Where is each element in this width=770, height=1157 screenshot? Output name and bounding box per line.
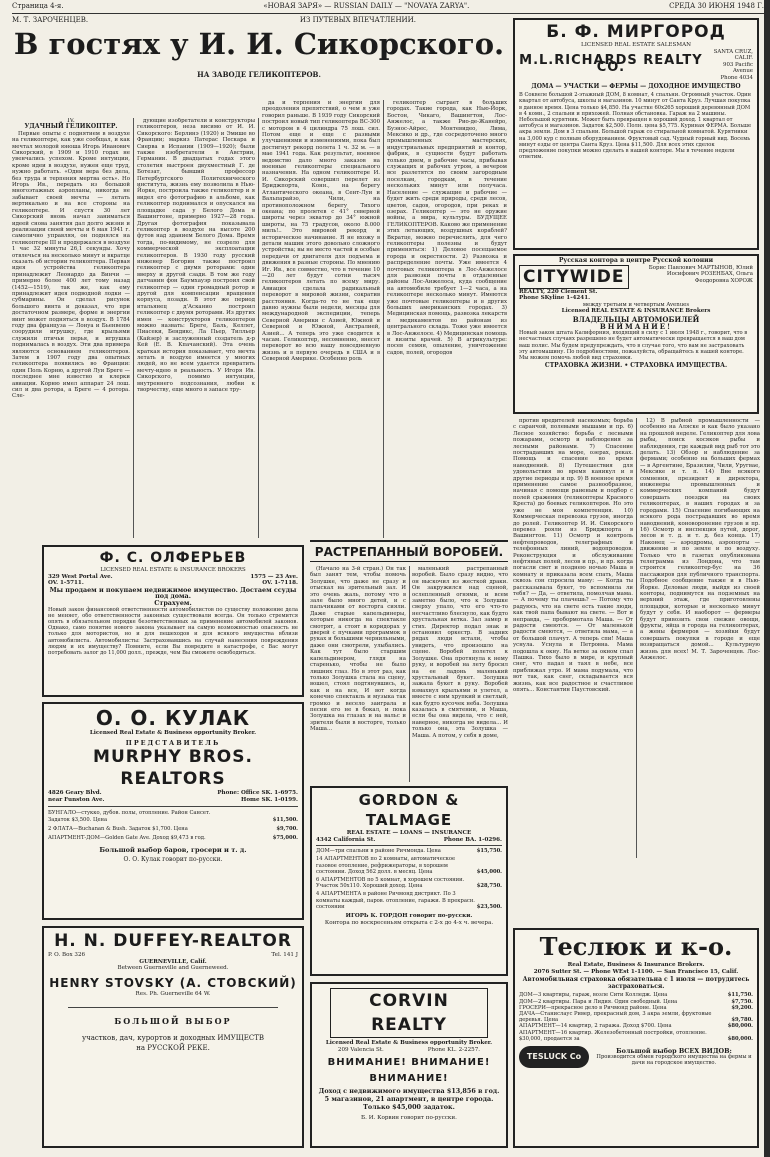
- listing-text: 6 АПАРТМЕНТОВ по 5 комнат, в хорошем состоянии. Участок 50x110. Хороший доход. Цена: [316, 877, 465, 890]
- issue-date: СРЕДА 30 ИЮНЯ 1948 Г.: [669, 2, 764, 10]
- ad-res: Res. Ph. Guerneville 64 W.: [135, 990, 211, 997]
- ad-license: Licensed Real Estate & Business opportunity Broker.: [89, 730, 257, 736]
- ad-license: LICENSED REAL ESTATE SALESMAN: [580, 42, 692, 48]
- listing-row: [316, 848, 502, 854]
- story-column-a: [310, 566, 406, 782]
- story-text: (Начало на 3-й стран.) Он так был занят тем, чтобы помочь Золушке, что даже не сразу и отыскал на зрительный зал. И это очень жаль, потому что в зале было много детей, и с пальчиками от восторга сияли. Даже старые капельдинеры, которые никогда на спектакле смотрят, а стоят в коридорах у дверей с пучками программок в руках и большими чернильными, даже они смотрели, улыбались. Как тут было старшим капельдинером, глядя на старенько, чтобы не было лишних глаз. Но в этот раз, как только Золушка стала на сцену, вошел, стоял подтянувшись, и, как и на все, И вот когда конечно спектакль и музыка так громко и весело заиграла и песни его не в бокал, и пока Золушка на глазах и на вальс и зрители были в восторге, только Маша...: [310, 566, 406, 733]
- ad-agent: HENRY STOVSKY (А. СТОВСКИЙ): [49, 975, 297, 990]
- ad-brand: MURPHY BROS. REALTORS: [93, 747, 253, 790]
- column-divider: [383, 100, 384, 538]
- story-column-d: [640, 418, 760, 858]
- listing-price: $23,500.: [476, 903, 502, 910]
- listing-price: $28,750.: [476, 883, 502, 890]
- listing-text: АПАРТМЕНТ—14 квартир, 2 гаража. Доход $700. Цена: [519, 1023, 672, 1030]
- column-divider: [636, 418, 637, 858]
- ad-speaks: О. О. Кулак говорит по-русски.: [123, 855, 223, 863]
- ad-city: SANTA CRUZ, CALIF.: [713, 48, 753, 62]
- listing-row: [316, 891, 502, 910]
- ad-address: 209 Valencia St.: [337, 1046, 384, 1053]
- listing-price: $11,750.: [727, 992, 753, 999]
- listing-row: [519, 1030, 753, 1042]
- ad-olferiev: [42, 545, 304, 697]
- listing-price: $15,750.: [476, 848, 502, 855]
- listing-row: [48, 817, 298, 823]
- article-subtitle: НА ЗАВОДЕ ГЕЛИКОПТЕРОВ.: [197, 70, 321, 79]
- article-column-4: [387, 100, 507, 538]
- listing-text: АПАРТМЕНТ-ДОМ—Golden Gate Ave. Доход $9,473 в год.: [48, 834, 206, 841]
- article-author: М. Т. ЗАРОЧЕНЦЕВ.: [12, 16, 89, 24]
- listing-price: $9,700.: [276, 825, 298, 832]
- ad-corvin: [310, 982, 508, 1148]
- section-number: IV.: [67, 118, 75, 124]
- ad-head: ВЛАДЕЛЬЦЫ АВТОМОБИЛЕЙ: [572, 314, 700, 324]
- listing-text: ДОМ—три спальни в районе Ричмонда. Цена: [316, 848, 441, 855]
- listing-text: 14 АПАРТМЕНТОВ по 2 комнаты, автоматическое газовое отопление, рефрижераторы, в хорошем состоянии. Доход 562 долл. в месяц. Цена: [316, 856, 456, 875]
- column-divider: [258, 118, 259, 538]
- tesluck-badge: TESLUCK Co: [519, 1046, 589, 1068]
- ad-near: near Funston Ave.: [48, 796, 105, 803]
- ad-duffey: [42, 926, 304, 1148]
- page-header: [12, 2, 764, 14]
- listing-row: [316, 856, 502, 875]
- ad-representative: ПРЕДСТАВИТЕЛЬ: [125, 738, 221, 747]
- ad-license: Real Estate, Business & Insurance Brokers.: [567, 962, 705, 968]
- page-number: Страница 4-я.: [12, 2, 64, 10]
- ad-body: Доход с недвижимого имущества $13,856 в год. 5 магазинов, 21 апартмент, в центре города. Только $45,000 задаток.: [318, 1087, 500, 1112]
- article-rubric: ИЗ ПУТЕВЫХ ВПЕЧАТЛЕНИЙ.: [299, 16, 416, 24]
- ad-phone: Phone 4034: [720, 74, 753, 81]
- story-text: против вредителей насекомых; борьба с саранчой, полевыми мышами и пр. 6) Лесное хозяйство: борьба с лесными пожарами, осмотр и наблюдения за лесными районами. 7) Спасение пострадавших на море, озерах, реках. Помощь и спасение во время наводнений. 8) Путешествия для удовольствия во время каникул и в другие периоды и пр. 9) В военное время применение самое разнообразное, начиная с помощи раненым и подбор с полей сражения (геликоптеры Красного Креста) до боевых геликоптеров. Но это уже не моя компетенция. 10) Коммерческая перевозка грузов, иногда до ролей. Геликоптер И. И. Сикорского перевез рояли из Бриджпорта в Вашингтон. 11) Осмотр и контроль нефтепроводов, телеграфных и телефонных линий, водопроводов. Реконструкция и обслуживание нефтяных полей, лесов и пр., и пр. когда погасли свет и позднею ночью Маша в комнату и приказала всем спать, Маша сквозь сон спросила маму: — Когда ты рассказывала букет, то вспомнила ли тебя? — Да, — ответила, помолчав мама. — А почему ты плачешь? — Потому что радуюсь, что на свете есть такие люди, как твой папа бывают на свете. — Вот и неправда, — пробормотала Маша. — От радости смеются. — От маленькой радости смеются, — ответила мама, — а от большой плачут. А теперь спи! Маша уснула. Уснула и Петровна. Мама подошла к окну. На ветке за окном спал Пашка. Тихо было в мире, и крупный снег, что падал и таял в небе, все приближал утро. И мама подумала, что вот так, как снег, складывается вся жизнь, как все радостное и счастливое опять... Константин Паустовский.: [513, 418, 633, 694]
- listing-text: БУНГАЛО—стукко, дубов. полы, отопление. Район Сансет.: [48, 810, 211, 817]
- ad-choice: Большой выбор баров, грocери и т. д.: [99, 846, 247, 855]
- listing-text: 4 АПАРТМЕНТА в районе Ричмонд дистрикт. По 3 комнаты каждый, паров. отопление, гаражи. В прекрасн. состоянии: [316, 891, 475, 910]
- listing-text: ДОМ—2 квартиры. Пара и Лидия. Один свободный. Цена: [519, 998, 678, 1005]
- listing-row: [316, 877, 502, 889]
- column-divider: [133, 118, 134, 538]
- ad-license: Licensed Real Estate & Business opportunity Broker.: [325, 1040, 493, 1046]
- listing-price: $7,750.: [731, 998, 753, 1005]
- story-text: 12) В рыбной промышленности — особенно на Аляске и как было указано на прошлой неделе. Геликоптер для лова рыбы, поиск косяков рыбы и наблюдения, где каждый вид рыб тот это делать. 13) Обзор и наблюдение за фермами; особенно на больших фермах — в Аргентине, Бразилии, Чили, Уругвае, Мексике и т. п. 14) Вне всякого сомнения, президент и директора, инженеры промышленных и коммерческих компаний будут совершать поездки на своих геликоптерах, в наших городах и за городами. 15) Спасение погибающих на всякого рода пострадавших во время наводнений, коноворонение грузов и пр. 16) Осмотр и инспекция путей, дорог, лесов и т. д. и т. д. без конца. 17) Наконец — аэродромы, аэропорты — движение и по земле и по воздуху. Только что в газетах опубликована телеграмма из Лондона, что там строится геликоптер-бус на 36 пассажиров для публичного транспорта. Подобное сообщение также и в Нью-Йорке. Деловые люди, выйдя из своей конторы, поднимутся на подземных на верхний этаж, где приготовлены площадки, которые и несколько минут будут у себя. И наоборот — фермеры будут привозить свои свежие овощи, фрукты, яйца в города на геликоптерах, а жены фермеров — хозяйки будут совершать покупки в городе и еще возвращаться домой... Культурную жизнь для всех! М. Т. Зароченцев. Лос-Анжелос.: [640, 418, 760, 662]
- ad-attention: ВНИМАНИЕ! ВНИМАНИЕ! ВНИМАНИЕ!: [327, 1057, 491, 1085]
- ad-name: О. О. КУЛАК: [95, 706, 251, 730]
- ad-license: REAL ESTATE — LOANS — INSURANCE: [346, 830, 472, 836]
- newspaper-name: «НОВАЯ ЗАРЯ» — RUSSIAN DAILY — "NOVAYA ZARYA".: [263, 2, 470, 10]
- story-text: маленький растрепанный воробей. Было сразу видно, что он выскочил из жесткой драки. Он закружился над сценой, ослепленный огнями, и всем заметно было, что к Золушке сверху упало, что его что-то несчастливо блеснуло, как будто хрустальная ветка. Зал замер и стих. Директор подал знак и остановил оркестр. В задних рядах люди встали, чтобы увидеть, что произошло на сцене. Воробей полетел к Золушке. Она протянула к нему руку, и воробей на лету бросил на ее ладонь маленький хрустальный букет. Золушка зажала букет в руку. Воробей взмахнул крыльями и улетел, а вместе с ним хрупкий и светлый, как будто кусочек неба. Золушка казалась в смятении, и Маша, если бы она видела, что с ней, наверное, никогда не видела... И только она, эта Золушка — Маша. А потом, у себя в доме,: [412, 566, 508, 739]
- ad-bottom: СТРАХОВКА ЖИЗНИ. • СТРАХОВКА ИМУЩЕСТВА.: [544, 362, 728, 370]
- listing-text: Задаток $3,500. Цена: [48, 816, 108, 823]
- listing-price: $11,500.: [272, 816, 298, 823]
- ad-name: CORVIN REALTY: [330, 988, 488, 1038]
- section-title: УДАЧНЫЙ ГЕЛИКОПТЕР.: [24, 123, 118, 131]
- story-column-c: [513, 418, 633, 858]
- listing-text: 2 ФЛАТА—Buchanan & Bush. Задаток $1,700. Цена: [48, 825, 188, 832]
- ad-name: Теслюк и к-о.: [539, 932, 733, 961]
- ad-sub: Страхуем.: [154, 598, 192, 607]
- ad-tel-1: OV. 1-5711.: [48, 580, 84, 587]
- ad-head: Автомобильная страховка обязательна с 1 июля — потрудитесь застраховаться.: [522, 976, 750, 990]
- ad-address-2: 1575 — 23 Ave.: [250, 573, 298, 580]
- ad-brand: CITYWIDE: [519, 265, 629, 289]
- article-text: дующие изобретатели и конструкторы геликоптеров, неза висимо от И. И. Сикорского: Берлинэ (1920) и Эмише во Франции; маркиз Патерас Пескара и Сиерва в Испании (1909—1920); были также изобретатели в Австрии, Германии. В двадцатых годах этого столетия выстроен двухместный Г. де Ботезат, бывший профессор Петербургского Политехнического института, жизнь ему позволила в Нью-Йорке, построила также геликоптер и я видел его фотографию в альбоме, как геликоптер поднимался и опускался на площадке сада у Белого Дома в Вашингтоне, примерно 1927—28 года. Другая фотография показывала геликоптер в воздухе на высоте 200 футов над зданием Белого Дома. Время тогда, по-видимому, не созрело для коммерческой эксплоатации геликоптеров. В 1930 году русский инженер Богорин также построил геликоптер с двумя роторами: один вверху и другой сзади. В том же году датчанин фон Баумхауэр построил свой геликоптер — один громадный ротор и другой для компенсации вращения корпуса, позади. В этот же период итальянец д'Асканио построил геликоптер с двумя роторами. Из других имен — конструкторов геликоптеров можно назвать: Бреге, Баль, Келлет, Пиасеки, Бендикс, Ла Пьер, Тилльер (Кайзер) и заслуженный создатель д-р Кей (Е. В. Кпачанский). Эта очень краткая история показывает, что мечта летать в воздухе имеется у многих людей, но не всем удается превратить мечту-идею в реальность. У Игоря Ив. Сикорского, помимо интуиции, внутреннего подсознания, любви к творчеству, еще много в запасе тру-: [137, 118, 255, 394]
- ad-choice-2: Производится обмен городского имущества на фермы и дачи на городское имущество.: [596, 1054, 752, 1067]
- ad-attention: ВНИМАНИЕ!: [599, 321, 673, 331]
- listing-row: [48, 826, 298, 832]
- ad-phone-home: Home SK. 1-0199.: [241, 796, 298, 803]
- ad-hours: между третьим и четвертым Avenues: [582, 301, 690, 308]
- column-divider: [409, 566, 410, 782]
- ad-speaks: ИГОРЬ К. ГОРДОН говорит по-русски.: [345, 913, 473, 920]
- listing-price: $45,000.: [476, 868, 502, 875]
- ad-license: Licensed REAL ESTATE & INSURANCE Brokers: [561, 308, 711, 315]
- ad-citywide: [513, 254, 759, 414]
- page-edge-shadow: [764, 0, 770, 1157]
- article-column-3: [262, 100, 380, 538]
- article-column-2: [137, 118, 255, 538]
- ad-tagline: ДОМА — УЧАСТКИ — ФЕРМЫ — ДОХОДНОЕ ИМУЩЕСТВО: [531, 82, 741, 90]
- ad-phone: Phone BA. 1-0296.: [443, 836, 502, 843]
- listing-price: $75,000.: [272, 834, 298, 841]
- listing-row: [519, 1011, 753, 1023]
- ad-choice: Большой выбор ВСЕХ ВИДОВ:: [616, 1046, 732, 1055]
- ad-address: 4826 Geary Blvd.: [48, 790, 102, 797]
- ad-gordon-talmage: [310, 786, 508, 976]
- ad-name: H. N. DUFFEY-REALTOR: [54, 931, 292, 951]
- listing-price: $9,200.: [731, 1004, 753, 1011]
- ad-teslyuk: [513, 928, 759, 1148]
- article-title: В гостях у И. И. Сикорского.: [13, 27, 505, 61]
- ad-name: Ф. С. ОЛФЕРЬЕВ: [99, 550, 247, 566]
- listing-text: ДАЧА—Станислаус Ривер, прекрасный дом, 3 акра земли, фруктовые деревья. Цена: [519, 1010, 712, 1024]
- ad-phone-office: Phone: Office SK. 1-6975.: [217, 790, 298, 797]
- ad-name: Б. Ф. МИРГОРОД: [546, 22, 726, 42]
- ad-address: 903 Pacific Avenue: [723, 61, 753, 75]
- ad-tel: Tel. 141 J: [271, 952, 298, 958]
- ad-body: Новый закон штата Калифорния, входящий в силу с 1 июля 1948 г., говорит, что в несчастных случаях разрешено не будет автоматически превращается в ваш дом ваш полис. Мы будем предупреждать, что в случае того, что вам не застраховать эту автомашину. По подробностями, пожалуйста, обращайтесь к нашей конторе. Мы можем помочь любой вид страховки.: [519, 330, 748, 361]
- ad-between: Between Guerneville and Guerneweed.: [117, 965, 229, 972]
- listing-text: АПАРТМЕНТ—16 квартир. Железобетонный постройки, отопление. $30,000, продается за: [519, 1029, 707, 1042]
- listing-text: ГРОСЕРИ—прекрасное дело в Ричмонд районе. Цена: [519, 1004, 667, 1011]
- ad-city: GUERNEVILLE, Calif.: [139, 958, 207, 965]
- ad-body: Новый закон финансовой ответственности автомобилистов по существу положение дела не меняет, обо ответственности законных существовали всегда. Он только стремится опять в обязательном порядке безответственных за применение автомобилей законов. Однако, само понятие нового закона указывает на самую возможностью опасность не только для мотористов, но и для пешеходов и для всякого имущества вблизи автомобилиста. Автомобилисты: Застраховавшись на случай нанесения повреждения людям и их имуществу? Помните, если Вы повредите в катастрофе, с Вас могут потребовать залог до 11,000 долл., прежде, чем Вы сможете освободиться.: [48, 606, 298, 656]
- ad-license: LICENSED REAL ESTATE & INSURANCE BROKERS: [100, 567, 246, 573]
- article-column-1: [12, 118, 130, 538]
- ad-speaks: Б. И. Корвин говорит по-русски.: [361, 1115, 457, 1122]
- ad-body: В Соквеле большой 2-этажный ДОМ, 8 комнат, 4 спальни. Огромный участок. Один квартал от автобуса, школы и магазинов. 10 минут от Санта Круз. Лучшая покупка в данное время. Цена только $4,850. На участке 60x265 хороший деревянный ДОМ в 4 комн., 2 спальни и прихожей. Полная обстановка. Гараж на 2 машины. Небольшой курятник. Может быть превращен в хороший доход. 1 квартал от автобуса и магазинов. Задаток $2,500. Полн. цена $5,775. Куриная ФЕРМА. Больше акра земли. Дом в 3 спальни. Большой гараж со стиральной комнатой. Курятники на 3,000 кур с полным оборудованием. Фруктовый сад. Чудный горный вид. Восемь минут езды от центра Санта Круз. Цена $11,500. Для всех этих сделок предложение покупки можно сделать в нашей конторе. Мы в течение недели ответим.: [519, 92, 752, 161]
- article-text: Первые опыты с поднятием в воздухе на геликоптере, как уже сообщал, и как мечтал молодой юноша Игорь Иванович Сикорский, в 1909 и 1910 годах не увенчались успехом. Кроме интуиции, кроме идеи в воздухе, нужен еще труд, нужно работать. «Одни вера без дела, без труда и терпения мертва есть». Но Игорь Ив., передать из большой многоэтажных аэропланы, никогда не забывает своей мечты — летать вертикально и на все стороны на геликоптере. И спустя 30 лет Сикорский вновь начал заниматься идеей снова занятия дал долго жизни и реализации своей мечты и 6 мая 1941 г. самолично управляя, он поднялся на геликоптере III и продержался в воздухе 1 час 32 минуты 26,1 секунды. Хочу отвлечься на несколько минут и вкратце сказать об истории геликоптера. Первая идея устройства геликоптера принадлежит Леонардо да Винчи — примерно более 400 лет тому назад (1452—1519), так же, как ему принадлежит идея подводной лодки — субмарины. Он сделал рисунок большого винта и доказал, что при достаточном размере, форме и энергии винт может подняться в воздух. В 1784 году два француза — Лонуа и Бьенвеню соорудили игрушку, где крыльями служили птичьи перья, и игрушка поднималась в воздух. Эти два примера являются основанием геликоптеров. Затем в 1907 году два опытных геликоптера появились во Франции: один Поль Корню, а другой Луи Бреге — последнее мне известно и клерки авиации. Корню имел аппарат 24 лош. сил и два ротора, а Бреге — 4 ротора. Сле-: [12, 130, 130, 400]
- ad-address-1: 329 West Portal Ave.: [48, 573, 113, 580]
- ad-mirgorod: [513, 18, 759, 250]
- ad-people: Борис Павлович МАРТЫНОВ, Юлий Иосифович РОЗЕНБАХ, Ольга Феодоровна ХОРОЖ: [648, 264, 753, 284]
- ad-realty: REALTY, 220 Clement St.: [519, 288, 598, 295]
- ad-address: 2076 Sutter St. — Phone WEst 1-1100. — San Francisco 15, Calif.: [533, 968, 739, 975]
- ad-kulak: [42, 702, 304, 920]
- ad-box: P. O. Box 326: [48, 952, 86, 958]
- listing-price: $80,000.: [727, 1035, 753, 1042]
- ad-head: Мы продаем и покупаем недвижимое имущество. Достаем ссуды под дома.: [49, 585, 297, 601]
- article-header: [12, 16, 506, 98]
- story-title: РАСТРЕПАННЫЙ ВОРОБЕЙ.: [314, 545, 504, 559]
- ad-body: участков, дач, курортов и доходных ИМУЩЕСТВ на РУССКОЙ РЕКЕ.: [81, 1033, 265, 1052]
- ad-tel-2: OV. 1-7118.: [262, 580, 298, 587]
- ad-company: M.L.RICHARDS REALTY CO.: [519, 53, 703, 76]
- ad-big: БОЛЬШОЙ ВЫБОР: [114, 1016, 232, 1027]
- ad-note: Контора по воскресеньям открыта с 2-х до 4-х ч. вечера.: [324, 919, 494, 926]
- story-title-box: [310, 540, 508, 562]
- listing-price: $9,780.: [731, 1017, 753, 1024]
- article-text: геликоптер сыграет в больших городах. Такие города, как Нью-Йорк, Бостон, Чикаго, Вашингтон, Лос-Анжелос, а также Рио-де-Жанейро, Буэнос-Айрес, Монтевидео, Лима, Мексико и др., где сосредоточено много промышленных мастерских, индустриальных предприятий и контор, фабрик, в сущности будут работать только днем, в рабочие часы, прибывая служащих и рабочих утром, а вечером все разлетятся по своим загородным поселкам, городкам, в течение нескольких минут или получаса. Население — служащие и рабочие — будет жить среди природы, среди лесов, цветов, садов, огородов, при реках и озерах. Геликоптер — это не оружие войны, а мира, культуры. БУДУЩЕЕ ГЕЛИКОПТЕРОВ. Каково же применение этих летающих, воздушных кораблей? Вкратце, можно перечислить, для чего геликоптеры полезны и будут применяться: 1) Деловое посещаемое города и окрестности. 2) Развозка и распределение почты. Уже имеется 4 почтовых геликоптера в Лос-Анжелосе для развозки почты в отдаленные районы Лос-Анжелоса, куда сообщение на автомобиле требует 1—2 часа, а на геликоптере несколько минут. Имеются уже почтовые геликоптеры и в других больших американских городах. 3) Медицинская помощь, развозка лекарств и медикаментов по районам из центрального склада. Тоже уже имеется в Лос-Анжелосе. 4) Медицинская помощь и визиты врачей. 5) В агрикультуре: посев семян, опыление, уничтожение садов, полей, огородов: [387, 100, 507, 356]
- listing-text: ДОМ—3 квартиры, гараж, возле Сити Колледж. Цена: [519, 992, 668, 999]
- story-column-b: [412, 566, 508, 782]
- listing-price: $80,000.: [727, 1023, 753, 1030]
- article-text: да и терпения и энергии для преодоления препятствий, о чем я уже говорил раньше. В 1939 году Сикорский построил новый тип геликоптера ВС-300 с мотором в 4 цилиндра 75 лош. сил. Потом еще и еще с разными улучшениями и изменениями, пока был достигнут рекорд полета 1 ч. 32 м. — в мае 1941 года. Как результат, военное ведомство дало много заказов на военные геликоптеры специального назначения. На одном геликоптере И. И. Сикорский совершил перелет из Бриджпорта, Конн., на берегу Атлантического океана, в Сент-Луи и Вальпарайзо, Чили, на противоположном берегу Тихого океана; по пролетев с 41° северной широты через экватор до 34° южной широты, на 75 градусов, около 8.000 миль!.. Это мировой рекорд и историческое начинание. Я не вхожу в детали машин этого довольно сложного устройства; вы не место частей и особые передачи от двигателя для подъема и движения в разные стороны. По мнению Иг. Ив., все совместно, что в течение 10—20 лет будут сотни тысяч геликоптеров летать по всему миру. Авиация сделала радикальный переворот в мировой жизни, сократив расстояния. Когда-то то не так еще давно нужны были недели, месяцы для международной экспедиции, теперь Северной Америки с Азией, Южной и Северной и Южной, Австралией, Азией... А теперь это уже сводится к часам. Геликоптер, несомненно, внесет переворот во всю нашу повседневную жизнь и в первую очередь в США и в Северной Америке. Особенно роль: [262, 100, 380, 363]
- ad-phone: Phone SKyline 1-4241.: [519, 295, 591, 302]
- ad-top-line: Русская контора в центре Русской колонии: [558, 257, 714, 264]
- ad-address: 4342 California St.: [316, 836, 376, 843]
- listing-row: [48, 835, 298, 841]
- ad-phone: Phone KL. 2-2257.: [427, 1046, 481, 1053]
- ad-name: GORDON & TALMAGE: [358, 791, 460, 829]
